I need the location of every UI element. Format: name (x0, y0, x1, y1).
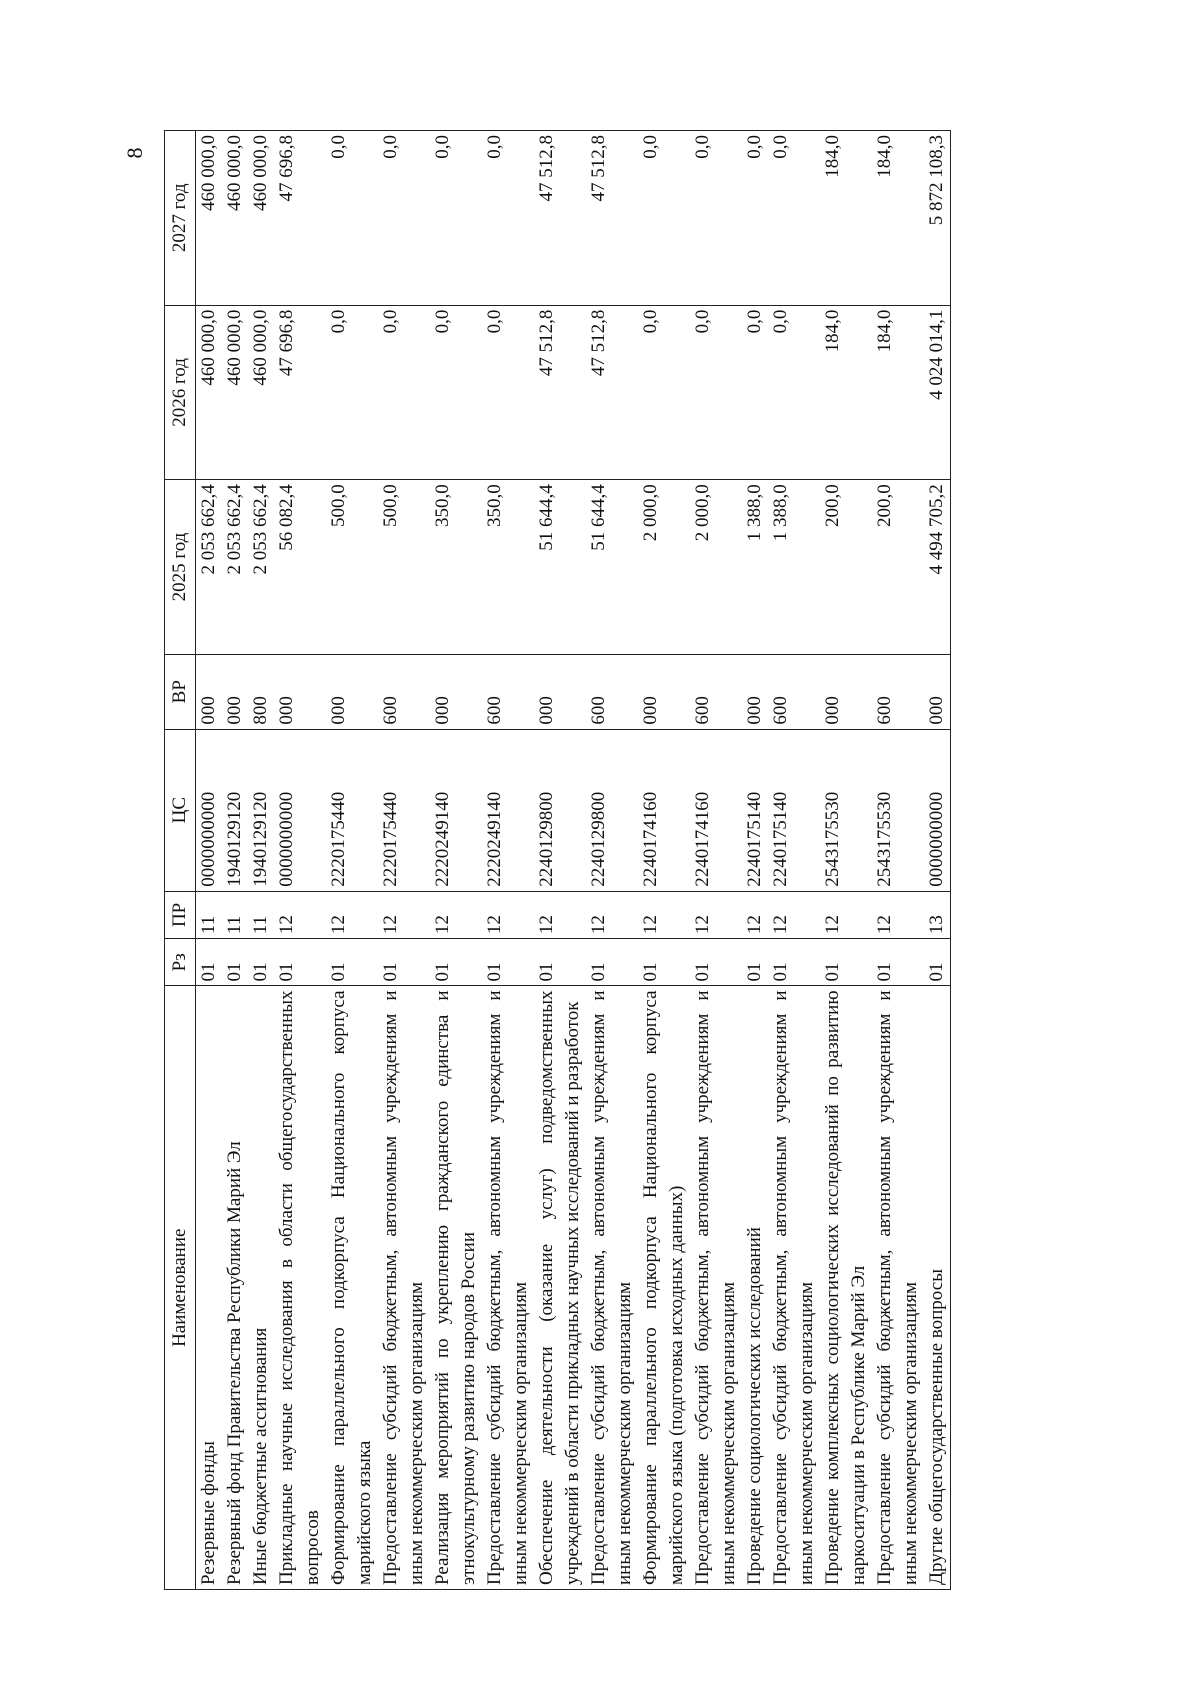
table-row (430, 131, 482, 1590)
page-number: 8 (122, 147, 147, 159)
table-cell-2027: 0,0 (742, 131, 768, 306)
table-cell-rz: 01 (768, 939, 820, 986)
table-cell-2027: 460 000,0 (196, 131, 223, 306)
table-row (222, 131, 248, 1590)
table-cell-vr: 600 (690, 654, 742, 729)
table-cell-name: Реализация мероприятий по укреплению гражданского единства и этнокультурному развитию народов России (430, 986, 482, 1590)
table-cell-2027: 47 512,8 (534, 131, 586, 306)
table-cell-pr: 11 (222, 891, 248, 938)
table-cell-vr: 600 (482, 654, 534, 729)
header-vr: ВР (165, 654, 196, 729)
table-cell-name: Предоставление субсидий бюджетным, автономным учреждениям и иным некоммерческим организациям (586, 986, 638, 1590)
table-cell-pr: 12 (872, 891, 924, 938)
table-cell-cs: 2240175140 (768, 729, 820, 891)
table-cell-2027: 0,0 (690, 131, 742, 306)
table-cell-name: Предоставление субсидий бюджетным, автономным учреждениям и иным некоммерческим организациям (482, 986, 534, 1590)
table-cell-2027: 0,0 (378, 131, 430, 306)
table-cell-2027: 5 872 108,3 (924, 131, 951, 306)
table-cell-pr: 12 (768, 891, 820, 938)
table-cell-vr: 600 (378, 654, 430, 729)
table-cell-2027: 184,0 (872, 131, 924, 306)
header-2026: 2026 год (165, 305, 196, 480)
table-cell-cs: 2543175530 (872, 729, 924, 891)
table-body (196, 131, 951, 1590)
table-cell-rz: 01 (430, 939, 482, 986)
table-row (534, 131, 586, 1590)
table-cell-2026: 4 024 014,1 (924, 305, 951, 480)
table-cell-vr: 000 (274, 654, 326, 729)
table-cell-pr: 13 (924, 891, 951, 938)
table-cell-pr: 12 (534, 891, 586, 938)
table-cell-2027: 0,0 (430, 131, 482, 306)
table-cell-rz: 01 (196, 939, 223, 986)
table-cell-pr: 11 (196, 891, 223, 938)
table-cell-rz: 01 (222, 939, 248, 986)
table-cell-2027: 0,0 (768, 131, 820, 306)
table-cell-name: Другие общегосударственные вопросы (924, 986, 951, 1590)
table-cell-rz: 01 (248, 939, 274, 986)
table-cell-vr: 000 (638, 654, 690, 729)
table-cell-2025: 2 000,0 (690, 480, 742, 655)
table-cell-rz: 01 (378, 939, 430, 986)
table-cell-vr: 000 (222, 654, 248, 729)
table-cell-2025: 200,0 (872, 480, 924, 655)
table-cell-pr: 12 (430, 891, 482, 938)
table-cell-2027: 0,0 (326, 131, 378, 306)
table-cell-vr: 600 (586, 654, 638, 729)
table-cell-cs: 1940129120 (222, 729, 248, 891)
table-row (820, 131, 872, 1590)
table-cell-2025: 1 388,0 (742, 480, 768, 655)
table-cell-2026: 0,0 (482, 305, 534, 480)
table-cell-2026: 0,0 (742, 305, 768, 480)
table-cell-2025: 51 644,4 (534, 480, 586, 655)
table-cell-vr: 000 (820, 654, 872, 729)
table-cell-rz: 01 (820, 939, 872, 986)
table-cell-vr: 600 (872, 654, 924, 729)
table-cell-2027: 47 512,8 (586, 131, 638, 306)
table-cell-cs: 2220249140 (430, 729, 482, 891)
table-cell-2027: 184,0 (820, 131, 872, 306)
table-cell-pr: 12 (482, 891, 534, 938)
table-cell-name: Обеспечение деятельности (оказание услуг) подведомственных учреждений в области прикладных научных исследований и разработок (534, 986, 586, 1590)
table-cell-2026: 47 696,8 (274, 305, 326, 480)
table-cell-2025: 4 494 705,2 (924, 480, 951, 655)
table-row (690, 131, 742, 1590)
table-cell-2025: 2 053 662,4 (248, 480, 274, 655)
table-cell-2025: 2 053 662,4 (196, 480, 223, 655)
table-cell-2026: 47 512,8 (534, 305, 586, 480)
table-cell-2025: 2 053 662,4 (222, 480, 248, 655)
table-row (482, 131, 534, 1590)
table-cell-vr: 600 (768, 654, 820, 729)
table-cell-name: Иные бюджетные ассигнования (248, 986, 274, 1590)
table-cell-cs: 2240175140 (742, 729, 768, 891)
table-cell-2027: 0,0 (482, 131, 534, 306)
table-row (768, 131, 820, 1590)
table-cell-pr: 11 (248, 891, 274, 938)
header-2025: 2025 год (165, 480, 196, 655)
table-cell-vr: 000 (742, 654, 768, 729)
table-cell-name: Формирование параллельного подкорпуса Национального корпуса марийского языка (326, 986, 378, 1590)
header-rz: Рз (165, 939, 196, 986)
table-cell-rz: 01 (638, 939, 690, 986)
table-cell-rz: 01 (872, 939, 924, 986)
table-cell-2026: 0,0 (768, 305, 820, 480)
table-cell-name: Формирование параллельного подкорпуса Национального корпуса марийского языка (подготовка исходных данных) (638, 986, 690, 1590)
table-row (586, 131, 638, 1590)
table-cell-2027: 47 696,8 (274, 131, 326, 306)
table-cell-cs: 0000000000 (924, 729, 951, 891)
table-cell-pr: 12 (690, 891, 742, 938)
header-2027: 2027 год (165, 131, 196, 306)
table-row (638, 131, 690, 1590)
table-cell-2025: 2 000,0 (638, 480, 690, 655)
table-cell-vr: 000 (924, 654, 951, 729)
table-cell-rz: 01 (586, 939, 638, 986)
table-cell-name: Проведение комплексных социологических исследований по развитию наркоситуации в Республике Марий Эл (820, 986, 872, 1590)
table-cell-rz: 01 (742, 939, 768, 986)
rotated-table-wrapper (164, 130, 1064, 1590)
table-cell-2025: 56 082,4 (274, 480, 326, 655)
table-row (196, 131, 223, 1590)
table-cell-2025: 1 388,0 (768, 480, 820, 655)
table-cell-2026: 47 512,8 (586, 305, 638, 480)
table-cell-name: Резервные фонды (196, 986, 223, 1590)
table-cell-name: Предоставление субсидий бюджетным, автономным учреждениям и иным некоммерческим организациям (690, 986, 742, 1590)
table-cell-cs: 2240129800 (586, 729, 638, 891)
header-pr: ПР (165, 891, 196, 938)
table-cell-vr: 000 (430, 654, 482, 729)
header-cs: ЦС (165, 729, 196, 891)
table-cell-2026: 0,0 (690, 305, 742, 480)
table-cell-2026: 0,0 (430, 305, 482, 480)
table-row (742, 131, 768, 1590)
table-cell-vr: 800 (248, 654, 274, 729)
table-cell-cs: 2240129800 (534, 729, 586, 891)
table-cell-vr: 000 (534, 654, 586, 729)
table-cell-rz: 01 (274, 939, 326, 986)
table-cell-rz: 01 (690, 939, 742, 986)
table-cell-cs: 0000000000 (196, 729, 223, 891)
table-cell-cs: 1940129120 (248, 729, 274, 891)
table-cell-2026: 0,0 (638, 305, 690, 480)
table-cell-cs: 2240174160 (690, 729, 742, 891)
table-cell-name: Проведение социологических исследований (742, 986, 768, 1590)
table-cell-2025: 200,0 (820, 480, 872, 655)
table-row (924, 131, 951, 1590)
table-cell-2026: 184,0 (820, 305, 872, 480)
table-cell-rz: 01 (482, 939, 534, 986)
table-cell-name: Предоставление субсидий бюджетным, автономным учреждениям и иным некоммерческим организациям (768, 986, 820, 1590)
table-row (872, 131, 924, 1590)
table-cell-pr: 12 (820, 891, 872, 938)
table-cell-cs: 2240174160 (638, 729, 690, 891)
table-cell-rz: 01 (326, 939, 378, 986)
table-cell-name: Предоставление субсидий бюджетным, автономным учреждениям и иным некоммерческим организациям (872, 986, 924, 1590)
table-cell-cs: 2220175440 (378, 729, 430, 891)
table-cell-pr: 12 (586, 891, 638, 938)
table-cell-2026: 0,0 (326, 305, 378, 480)
table-row (248, 131, 274, 1590)
table-cell-cs: 2220249140 (482, 729, 534, 891)
table-cell-pr: 12 (274, 891, 326, 938)
table-cell-cs: 2220175440 (326, 729, 378, 891)
table-cell-2026: 460 000,0 (222, 305, 248, 480)
table-cell-2025: 51 644,4 (586, 480, 638, 655)
table-cell-name: Резервный фонд Правительства Республики Марий Эл (222, 986, 248, 1590)
table-cell-2026: 460 000,0 (196, 305, 223, 480)
table-row (378, 131, 430, 1590)
table-cell-vr: 000 (326, 654, 378, 729)
table-cell-2027: 0,0 (638, 131, 690, 306)
table-cell-2026: 460 000,0 (248, 305, 274, 480)
table-cell-name: Предоставление субсидий бюджетным, автономным учреждениям и иным некоммерческим организациям (378, 986, 430, 1590)
budget-table (164, 130, 951, 1590)
table-cell-pr: 12 (378, 891, 430, 938)
table-cell-name: Прикладные научные исследования в области общегосударственных вопросов (274, 986, 326, 1590)
table-cell-rz: 01 (534, 939, 586, 986)
table-cell-pr: 12 (638, 891, 690, 938)
table-cell-2026: 0,0 (378, 305, 430, 480)
header-row (165, 131, 196, 1590)
table-cell-cs: 0000000000 (274, 729, 326, 891)
table-cell-rz: 01 (924, 939, 951, 986)
header-name: Наименование (165, 986, 196, 1590)
table-cell-pr: 12 (326, 891, 378, 938)
table-cell-2025: 350,0 (430, 480, 482, 655)
table-cell-vr: 000 (196, 654, 223, 729)
table-cell-2026: 184,0 (872, 305, 924, 480)
table-row (326, 131, 378, 1590)
table-cell-2025: 500,0 (378, 480, 430, 655)
table-cell-2025: 500,0 (326, 480, 378, 655)
table-cell-2025: 350,0 (482, 480, 534, 655)
table-cell-pr: 12 (742, 891, 768, 938)
table-cell-2027: 460 000,0 (222, 131, 248, 306)
table-row (274, 131, 326, 1590)
table-cell-2027: 460 000,0 (248, 131, 274, 306)
table-cell-cs: 2543175530 (820, 729, 872, 891)
